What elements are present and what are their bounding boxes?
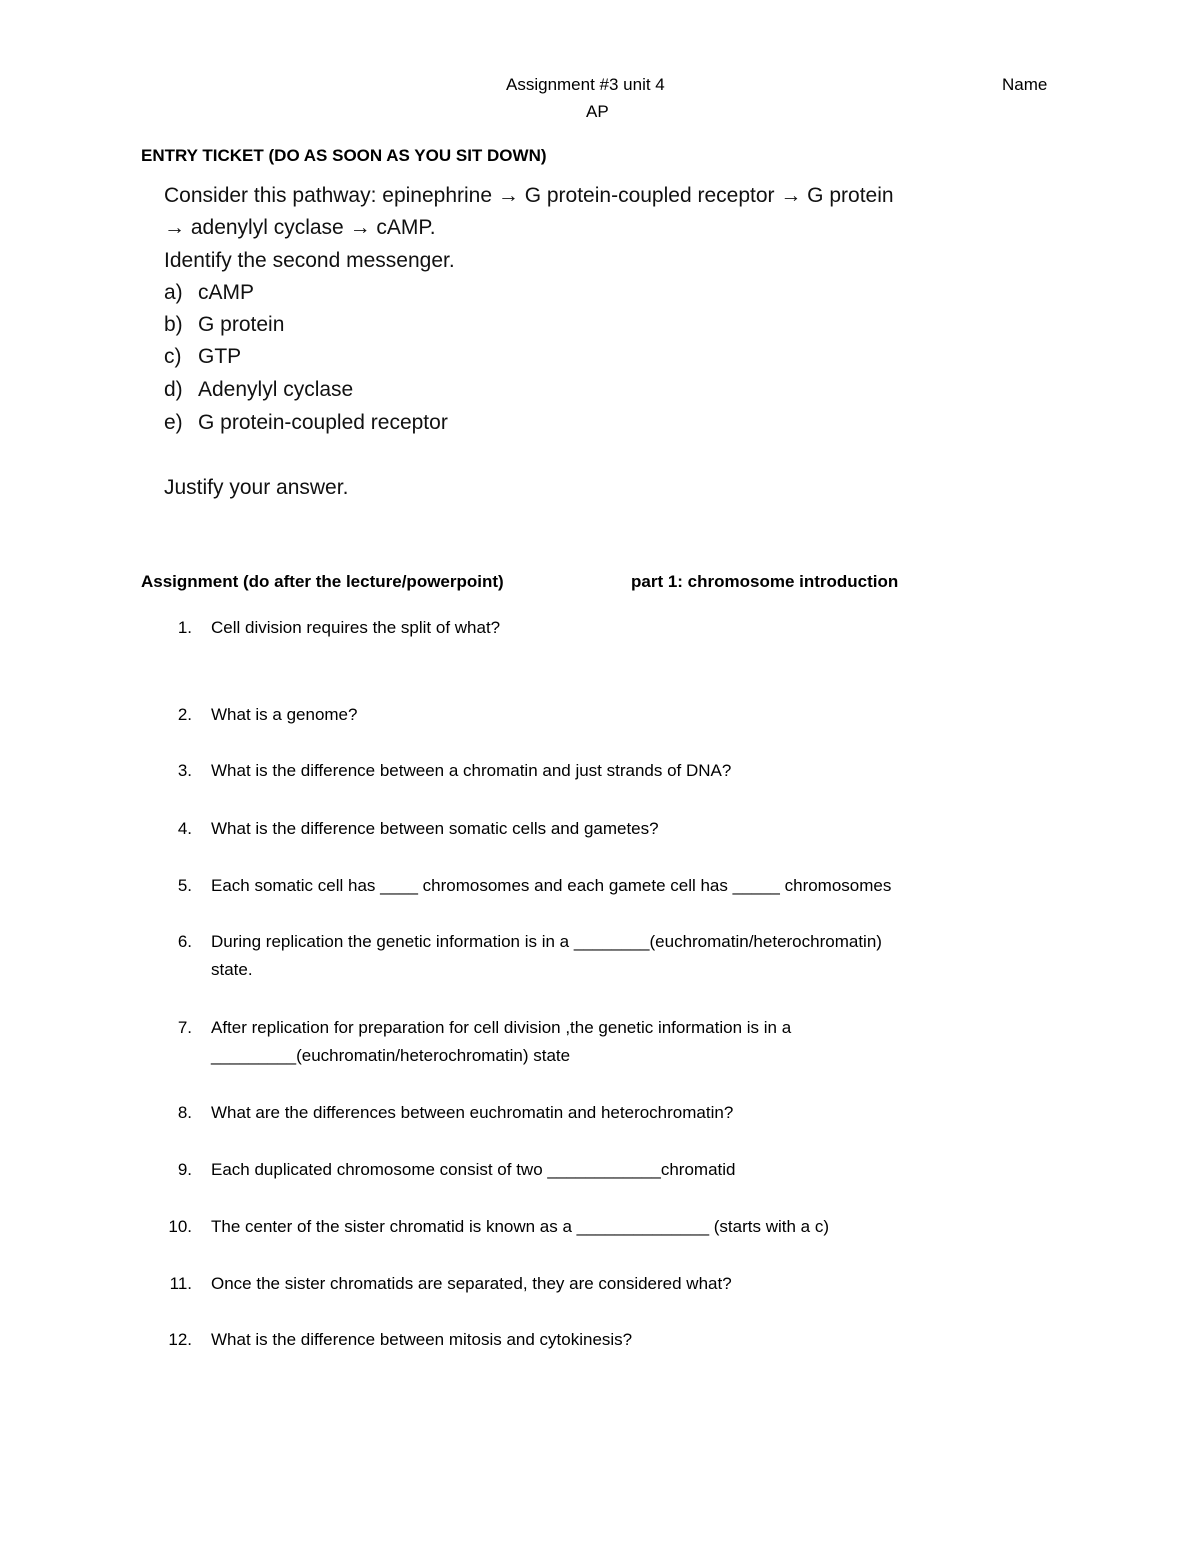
question-text: What are the differences between euchromatin and heterochromatin? [211, 1103, 734, 1122]
justify-prompt: Justify your answer. [164, 476, 349, 499]
question-number: 11. [169, 1274, 192, 1293]
question-number: 2. [177, 705, 192, 724]
question-text: Once the sister chromatids are separated, they are considered what? [211, 1274, 732, 1293]
option-text: Adenylyl cyclase [198, 378, 354, 401]
option-letter: b) [164, 313, 183, 336]
question-number: 7. [177, 1018, 192, 1037]
option-letter: c) [164, 345, 182, 368]
question-text-continued: _________(euchromatin/heterochromatin) state [211, 1046, 571, 1065]
question-number: 10. [168, 1217, 192, 1236]
option-letter: a) [164, 281, 183, 304]
option-c [164, 345, 241, 369]
question-number: 6. [177, 932, 192, 951]
question-text-continued: state. [211, 960, 253, 979]
question-number: 8. [177, 1103, 192, 1122]
option-b [164, 313, 284, 337]
part-heading: part 1: chromosome introduction [631, 572, 899, 591]
question-text: Cell division requires the split of what? [211, 618, 501, 637]
ticket-question: Identify the second messenger. [164, 249, 455, 272]
option-text: cAMP [198, 281, 255, 304]
pathway-line-1: Consider this pathway: epinephrine → G protein-coupled receptor → G protein [164, 184, 894, 207]
question-number: 12. [168, 1330, 192, 1349]
question-number: 5. [177, 876, 192, 895]
question-text: What is the difference between a chromatin and just strands of DNA? [211, 761, 732, 780]
question-text: After replication for preparation for cell division ,the genetic information is in a [211, 1018, 792, 1037]
question-text: During replication the genetic information is in a ________(euchromatin/heterochromatin) [211, 932, 882, 951]
option-d [164, 378, 353, 402]
question-text: What is a genome? [211, 705, 358, 724]
question-number: 9. [177, 1160, 192, 1179]
option-text: GTP [198, 345, 242, 368]
pathway-line-2: → adenylyl cyclase → cAMP. [164, 216, 436, 239]
option-letter: e) [164, 411, 183, 434]
question-text: The center of the sister chromatid is known as a ______________ (starts with a c) [211, 1217, 829, 1236]
option-e [164, 411, 448, 435]
name-label: Name [1002, 75, 1048, 94]
question-number: 1. [177, 618, 192, 637]
option-text: G protein-coupled receptor [198, 411, 448, 434]
page-subtitle: AP [586, 102, 609, 121]
question-number: 4. [177, 819, 192, 838]
question-number: 3. [177, 761, 192, 780]
option-letter: d) [164, 378, 183, 401]
question-text: What is the difference between somatic cells and gametes? [211, 819, 659, 838]
question-text: Each duplicated chromosome consist of two ____________chromatid [211, 1160, 736, 1179]
option-text: G protein [198, 313, 285, 336]
option-a [164, 281, 254, 305]
page-title: Assignment #3 unit 4 [506, 75, 665, 94]
question-text: Each somatic cell has ____ chromosomes and each gamete cell has _____ chromosomes [211, 876, 892, 895]
question-text: What is the difference between mitosis and cytokinesis? [211, 1330, 633, 1349]
assignment-heading: Assignment (do after the lecture/powerpoint) [141, 572, 504, 591]
entry-ticket-heading: ENTRY TICKET (DO AS SOON AS YOU SIT DOWN) [141, 146, 547, 165]
